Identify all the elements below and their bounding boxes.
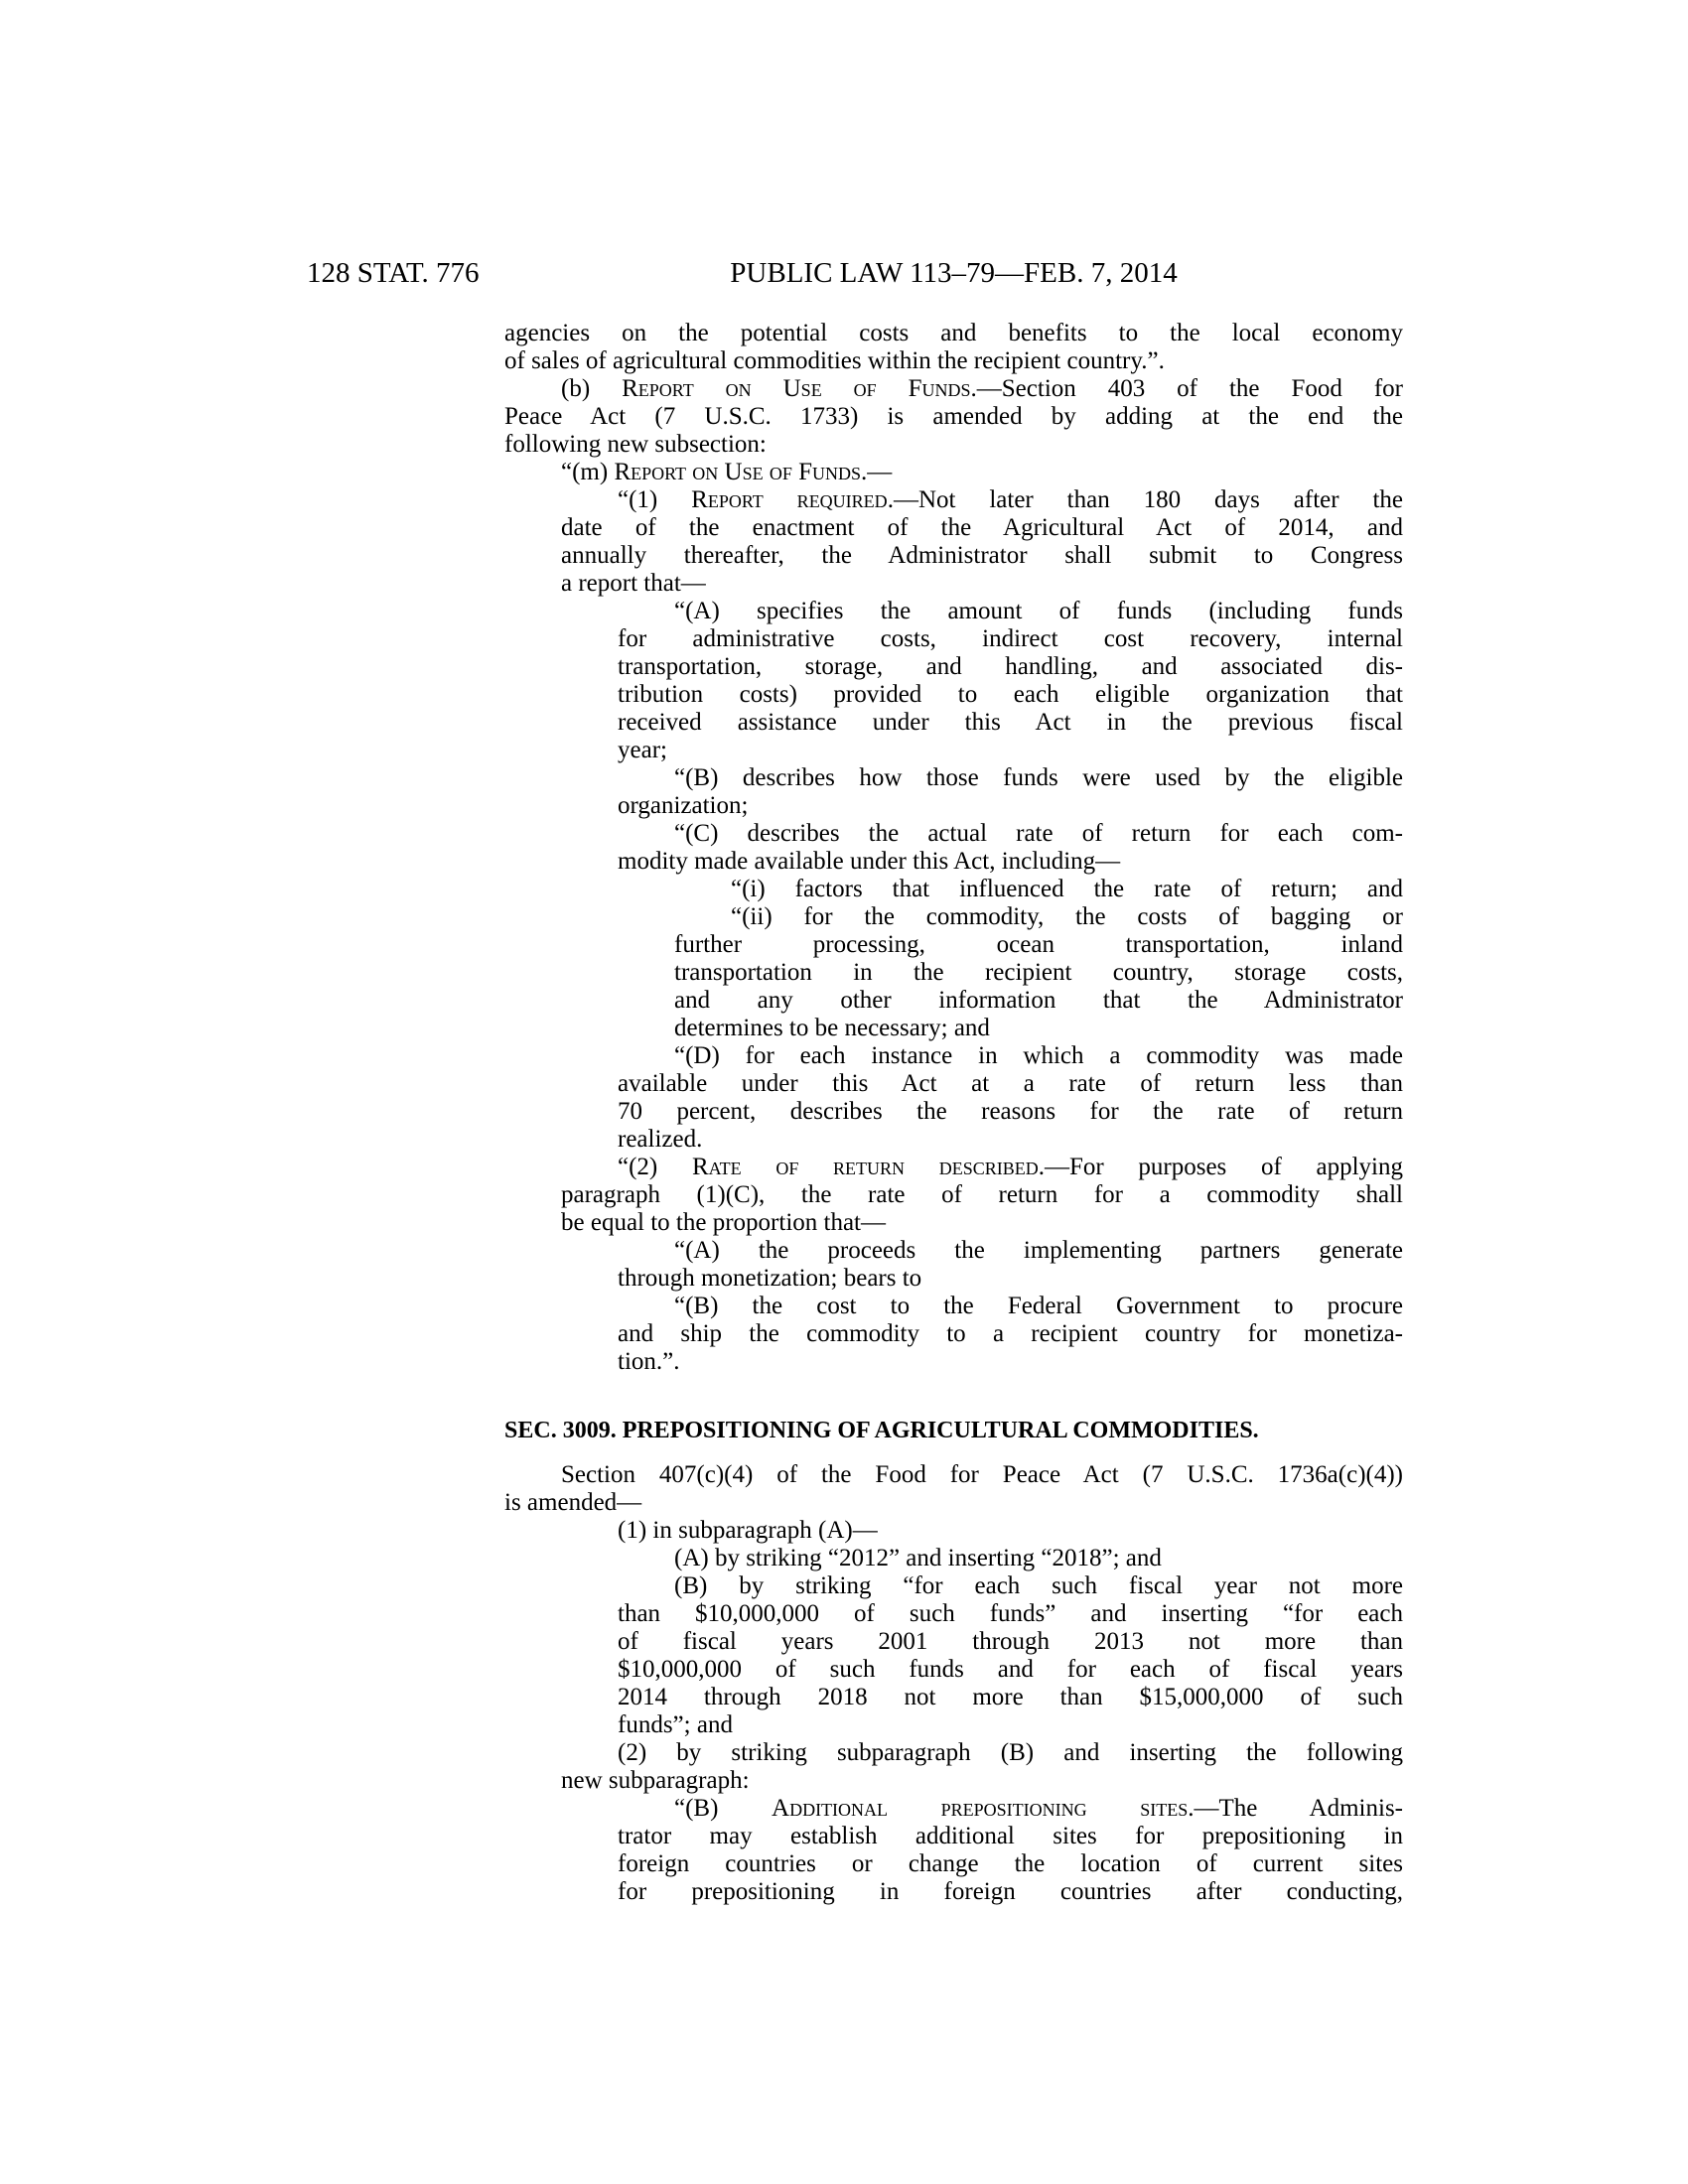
- text-line: [504, 1767, 1403, 1795]
- text-line: [504, 1265, 1403, 1293]
- text-segment: tion.”.: [618, 1348, 680, 1375]
- small-caps-segment: Additional prepositioning sites: [772, 1795, 1189, 1822]
- text-segment: transportation in the recipient country, storage costs,: [674, 959, 1403, 986]
- text-segment: “(B) the cost to the Federal Government to procure: [674, 1293, 1403, 1319]
- text-segment: for prepositioning in foreign countries after conducting,: [618, 1878, 1403, 1905]
- text-line: [504, 1237, 1403, 1265]
- text-line: [504, 1850, 1403, 1878]
- text-line: [504, 1545, 1403, 1572]
- text-segment: agencies on the potential costs and benefits to the local economy: [504, 320, 1403, 346]
- text-segment: “(m): [561, 459, 615, 485]
- text-segment: tribution costs) provided to each eligible organization that: [618, 681, 1403, 708]
- text-segment: (2) by striking subparagraph (B) and inserting the following: [618, 1739, 1403, 1766]
- text-segment: funds”; and: [618, 1711, 733, 1738]
- text-segment: realized.: [618, 1126, 703, 1153]
- text-segment: .—Not later than 180 days after the: [887, 486, 1404, 513]
- small-caps-segment: Report required: [691, 486, 888, 513]
- text-segment: further processing, ocean transportation, inland: [674, 931, 1403, 958]
- text-line: [504, 1628, 1403, 1656]
- text-line: [504, 1684, 1403, 1711]
- text-segment: “(i) factors that influenced the rate of return; and: [731, 876, 1403, 902]
- small-caps-segment: Rate of return described: [691, 1154, 1039, 1180]
- document-body: [504, 320, 1403, 1906]
- text-segment: a report that—: [561, 570, 706, 597]
- text-line: [504, 625, 1403, 653]
- text-line: [504, 1656, 1403, 1684]
- text-segment: of fiscal years 2001 through 2013 not more than: [618, 1628, 1403, 1655]
- text-segment: transportation, storage, and handling, and associated dis-: [618, 653, 1403, 680]
- text-line: [504, 1154, 1403, 1181]
- text-line: [504, 737, 1403, 764]
- text-line: [504, 1348, 1403, 1376]
- text-segment: date of the enactment of the Agricultural Act of 2014, and: [561, 514, 1403, 541]
- text-line: [504, 1600, 1403, 1628]
- text-line: [504, 681, 1403, 709]
- statute-text-part1: [504, 320, 1403, 1376]
- text-line: [504, 1070, 1403, 1098]
- text-line: [504, 1293, 1403, 1320]
- text-segment: .—The Adminis-: [1188, 1795, 1404, 1822]
- text-line: [504, 514, 1403, 542]
- text-segment: of sales of agricultural commodities within the recipient country.”.: [504, 347, 1165, 374]
- text-segment: paragraph (1)(C), the rate of return for a commodity shall: [561, 1181, 1403, 1208]
- text-line: [504, 1461, 1403, 1489]
- section-3009-heading: SEC. 3009. PREPOSITIONING OF AGRICULTURAL COMMODITIES.: [504, 1418, 1259, 1443]
- text-segment: trator may establish additional sites for prepositioning in: [618, 1823, 1403, 1849]
- text-segment: “(D) for each instance in which a commodity was made: [674, 1042, 1403, 1069]
- text-segment: $10,000,000 of such funds and for each of fiscal years: [618, 1656, 1403, 1683]
- text-line: [504, 375, 1403, 403]
- text-line: [504, 570, 1403, 598]
- text-line: [504, 792, 1403, 820]
- text-segment: foreign countries or change the location of current sites: [618, 1850, 1403, 1877]
- text-segment: annually thereafter, the Administrator shall submit to Congress: [561, 542, 1403, 569]
- text-line: [504, 1181, 1403, 1209]
- text-line: [504, 1489, 1403, 1517]
- text-line: [504, 486, 1403, 514]
- text-segment: “(A) specifies the amount of funds (including funds: [674, 598, 1403, 624]
- text-segment: is amended—: [504, 1489, 642, 1516]
- text-segment: year;: [618, 737, 667, 763]
- text-segment: following new subsection:: [504, 431, 767, 458]
- text-line: [504, 542, 1403, 570]
- small-caps-segment: Report on Use of Funds: [614, 459, 862, 485]
- text-segment: “(B) describes how those funds were used by the eligible: [674, 764, 1403, 791]
- text-segment: 70 percent, describes the reasons for the rate of return: [618, 1098, 1403, 1125]
- text-segment: Peace Act (7 U.S.C. 1733) is amended by adding at the end the: [504, 403, 1403, 430]
- text-segment: modity made available under this Act, including—: [618, 848, 1121, 875]
- text-segment: (1) in subparagraph (A)—: [618, 1517, 878, 1544]
- text-segment: than $10,000,000 of such funds” and inserting “for each: [618, 1600, 1403, 1627]
- text-line: [504, 1878, 1403, 1906]
- text-segment: “(ii) for the commodity, the costs of bagging or: [731, 903, 1403, 930]
- text-line: [504, 1126, 1403, 1154]
- text-line: [504, 1098, 1403, 1126]
- text-segment: (A) by striking “2012” and inserting “2018”; and: [674, 1545, 1162, 1571]
- text-line: [504, 903, 1403, 931]
- text-segment: 2014 through 2018 not more than $15,000,000 of such: [618, 1684, 1403, 1710]
- text-segment: and any other information that the Administrator: [674, 987, 1403, 1014]
- text-line: [504, 1015, 1403, 1042]
- text-segment: for administrative costs, indirect cost recovery, internal: [618, 625, 1403, 652]
- text-segment: .—: [861, 459, 893, 485]
- text-segment: .—For purposes of applying: [1038, 1154, 1403, 1180]
- text-line: [504, 459, 1403, 486]
- text-line: [504, 403, 1403, 431]
- text-segment: received assistance under this Act in the previous fiscal: [618, 709, 1403, 736]
- small-caps-segment: Report on Use of Funds: [622, 375, 971, 402]
- statute-text-part2: [504, 1461, 1403, 1906]
- text-line: [504, 1572, 1403, 1600]
- text-line: [504, 1517, 1403, 1545]
- text-line: [504, 598, 1403, 625]
- page-header: [0, 256, 1688, 290]
- text-line: [504, 1042, 1403, 1070]
- text-segment: “(B): [674, 1795, 773, 1822]
- text-line: [504, 931, 1403, 959]
- text-segment: (B) by striking “for each such fiscal year not more: [674, 1572, 1403, 1599]
- text-segment: new subparagraph:: [561, 1767, 750, 1794]
- text-line: [504, 1320, 1403, 1348]
- text-line: [504, 653, 1403, 681]
- text-segment: (b): [561, 375, 623, 402]
- text-line: [504, 1209, 1403, 1237]
- text-segment: “(A) the proceeds the implementing partners generate: [674, 1237, 1403, 1264]
- text-segment: .—Section 403 of the Food for: [970, 375, 1403, 402]
- text-line: [504, 959, 1403, 987]
- text-line: [504, 320, 1403, 347]
- public-law-title: PUBLIC LAW 113–79—FEB. 7, 2014: [730, 257, 1178, 289]
- text-line: [504, 1739, 1403, 1767]
- text-line: [504, 848, 1403, 876]
- text-segment: and ship the commodity to a recipient country for monetiza-: [618, 1320, 1403, 1347]
- text-segment: through monetization; bears to: [618, 1265, 922, 1292]
- text-segment: be equal to the proportion that—: [561, 1209, 887, 1236]
- text-line: [504, 347, 1403, 375]
- text-segment: determines to be necessary; and: [674, 1015, 990, 1041]
- text-segment: “(2): [618, 1154, 692, 1180]
- text-line: [504, 987, 1403, 1015]
- text-segment: “(1): [618, 486, 692, 513]
- text-segment: organization;: [618, 792, 749, 819]
- stat-page-number: 128 STAT. 776: [307, 257, 480, 289]
- text-line: [504, 431, 1403, 459]
- text-line: [504, 1711, 1403, 1739]
- text-line: [504, 1823, 1403, 1850]
- text-line: [504, 820, 1403, 848]
- text-line: [504, 1795, 1403, 1823]
- text-line: [504, 764, 1403, 792]
- text-segment: Section 407(c)(4) of the Food for Peace Act (7 U.S.C. 1736a(c)(4)): [561, 1461, 1403, 1488]
- text-line: [504, 709, 1403, 737]
- text-line: [504, 876, 1403, 903]
- text-segment: available under this Act at a rate of return less than: [618, 1070, 1403, 1097]
- text-segment: “(C) describes the actual rate of return for each com-: [674, 820, 1403, 847]
